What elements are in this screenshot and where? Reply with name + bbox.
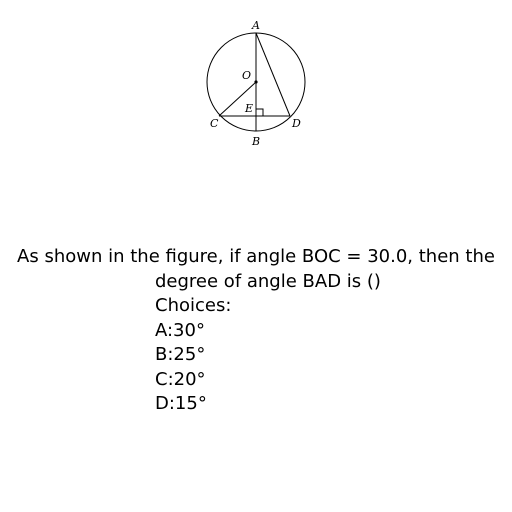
label-o: O [242, 69, 252, 82]
label-c: C [210, 117, 219, 130]
question-line-1: As shown in the figure, if angle BOC = 30.0, then the [17, 246, 495, 267]
question-line-2: degree of angle BAD is () [155, 270, 381, 292]
segment-ad [256, 33, 290, 116]
label-e: E [245, 102, 254, 115]
label-a: A [252, 19, 260, 32]
right-angle-mark [256, 109, 263, 116]
center-dot [254, 80, 257, 83]
label-d: D [292, 117, 301, 130]
question-block [0, 245, 512, 417]
choice-a: A:30° [155, 319, 205, 341]
choices-label: Choices: [155, 295, 232, 316]
label-b: B [252, 135, 261, 148]
choice-c: C:20° [155, 368, 206, 390]
choice-d: D:15° [155, 393, 207, 414]
geometry-figure [0, 0, 512, 160]
choice-b: B:25° [155, 344, 206, 365]
